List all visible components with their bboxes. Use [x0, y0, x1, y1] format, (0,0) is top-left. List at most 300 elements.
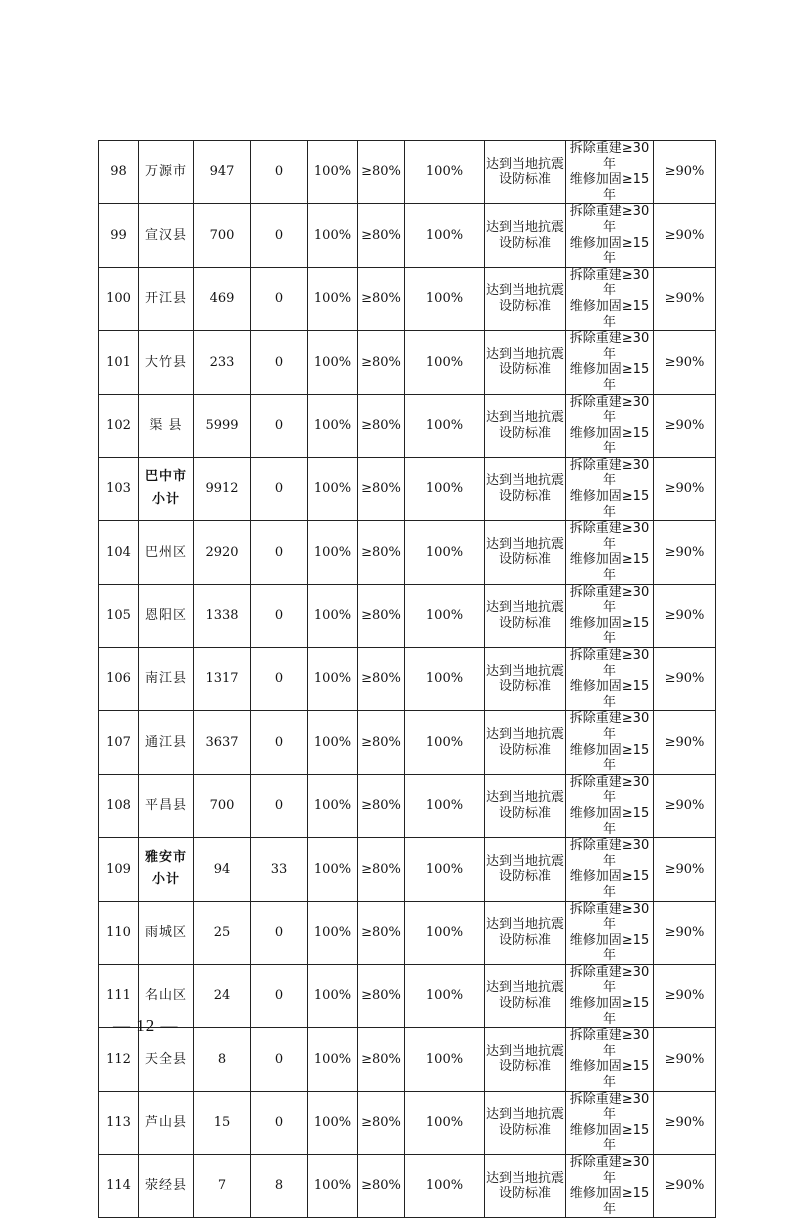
value-cell-text: 2920: [205, 544, 239, 560]
percent-cell: [308, 901, 358, 964]
value-cell: [251, 394, 308, 457]
region-name-cell: [139, 838, 194, 901]
percent-cell: [308, 584, 358, 647]
standard-cell-text: 设防标准: [498, 615, 551, 631]
rate-cell-text: ≥90%: [664, 227, 705, 243]
row-number-cell-text: 113: [106, 1115, 131, 1131]
requirement-cell: [566, 648, 654, 711]
requirement-cell-text: 维修加固≥15 年: [569, 1059, 650, 1091]
requirement-cell-text: 维修加固≥15 年: [569, 298, 650, 330]
value-cell: [194, 964, 251, 1027]
standard-cell: [485, 331, 566, 394]
value-cell: [251, 774, 308, 837]
table-row: [99, 964, 716, 1027]
requirement-cell-text: 拆除重建≥30 年: [569, 204, 650, 235]
table-row: [99, 521, 716, 584]
percent-cell: [308, 394, 358, 457]
value-cell-text: 15: [213, 1115, 231, 1131]
row-number-cell: [99, 648, 139, 711]
rate-cell: [654, 774, 716, 837]
rate-cell-text: ≥90%: [664, 1051, 705, 1067]
row-number-cell: [99, 838, 139, 901]
rate-cell: [654, 394, 716, 457]
value-cell: [251, 204, 308, 267]
region-name-cell-text: 巴州区: [144, 544, 187, 560]
row-number-cell-text: 109: [106, 861, 131, 877]
standard-cell-text: 设防标准: [498, 869, 551, 885]
rate-cell: [654, 584, 716, 647]
standard-cell-text: 达到当地抗震: [485, 1107, 564, 1123]
standard-cell: [485, 901, 566, 964]
percent-cell-text: 100%: [313, 164, 352, 180]
rate-cell: [654, 901, 716, 964]
row-number-cell-text: 102: [106, 417, 131, 433]
row-number-cell-text: 98: [110, 164, 127, 180]
percent-cell: [308, 711, 358, 774]
region-name-cell-text: 芦山县: [144, 1115, 187, 1131]
requirement-cell: [566, 394, 654, 457]
percent-cell-text: 100%: [313, 291, 352, 307]
region-name-cell-text: 万源市: [144, 164, 187, 180]
percent-cell: [405, 838, 485, 901]
requirement-cell-text: 拆除重建≥30 年: [569, 457, 650, 489]
row-number-cell: [99, 331, 139, 394]
percent-cell-text: ≥80%: [361, 1115, 401, 1131]
percent-cell: [405, 394, 485, 457]
region-name-cell: [139, 901, 194, 964]
row-number-cell: [99, 901, 139, 964]
percent-cell-text: ≥80%: [361, 227, 401, 243]
requirement-cell-text: 拆除重建≥30 年: [569, 1028, 650, 1059]
value-cell-text: 3637: [205, 734, 239, 750]
standard-cell-text: 达到当地抗震: [485, 726, 564, 742]
value-cell-text: 0: [274, 481, 284, 497]
value-cell-text: 0: [274, 544, 284, 560]
region-name-cell: [139, 711, 194, 774]
requirement-cell-text: 维修加固≥15 年: [569, 489, 650, 520]
region-name-cell-text: 大竹县: [144, 354, 187, 370]
percent-cell: [308, 964, 358, 1027]
table-row: [99, 457, 716, 520]
row-number-cell-text: 103: [106, 481, 131, 497]
requirement-cell-text: 维修加固≥15 年: [569, 932, 650, 964]
value-cell-text: 8: [274, 1178, 284, 1194]
region-name-cell-text: 平昌县: [144, 798, 187, 814]
percent-cell: [358, 204, 405, 267]
standard-cell: [485, 648, 566, 711]
percent-cell: [308, 774, 358, 837]
value-cell-text: 700: [209, 798, 235, 814]
value-cell: [194, 584, 251, 647]
rate-cell: [654, 648, 716, 711]
standard-cell-text: 设防标准: [498, 932, 551, 948]
row-number-cell-text: 111: [106, 988, 131, 1004]
requirement-cell: [566, 1155, 654, 1218]
row-number-cell-text: 101: [106, 354, 131, 370]
row-number-cell-text: 114: [106, 1178, 131, 1194]
value-cell-text: 25: [213, 924, 231, 940]
row-number-cell-text: 107: [106, 734, 131, 750]
standard-cell-text: 设防标准: [498, 996, 551, 1012]
value-cell: [194, 1155, 251, 1218]
percent-cell: [358, 901, 405, 964]
table-body: [99, 141, 716, 1218]
percent-cell: [358, 1028, 405, 1091]
standard-cell-text: 达到当地抗震: [485, 156, 564, 172]
requirement-cell-text: 拆除重建≥30 年: [569, 711, 650, 742]
table-row: [99, 1028, 716, 1091]
value-cell-text: 0: [274, 1115, 284, 1131]
table-row: [99, 648, 716, 711]
standard-cell-text: 设防标准: [498, 1122, 551, 1138]
value-cell: [251, 331, 308, 394]
rate-cell: [654, 1155, 716, 1218]
percent-cell-text: 100%: [425, 798, 464, 814]
region-name-cell-text: 巴中市: [144, 469, 187, 485]
percent-cell-text: 100%: [313, 481, 352, 497]
percent-cell-text: ≥80%: [361, 481, 401, 497]
rate-cell: [654, 331, 716, 394]
value-cell-text: 33: [270, 861, 288, 877]
percent-cell-text: ≥80%: [361, 988, 401, 1004]
percent-cell: [358, 838, 405, 901]
row-number-cell: [99, 711, 139, 774]
table-row: [99, 774, 716, 837]
value-cell: [251, 964, 308, 1027]
standard-cell: [485, 964, 566, 1027]
percent-cell: [405, 1155, 485, 1218]
standard-cell-text: 设防标准: [498, 1186, 551, 1202]
table-row: [99, 901, 716, 964]
percent-cell-text: ≥80%: [361, 291, 401, 307]
percent-cell-text: 100%: [313, 608, 352, 624]
requirement-cell-text: 拆除重建≥30 年: [569, 331, 650, 362]
percent-cell: [358, 394, 405, 457]
row-number-cell: [99, 394, 139, 457]
standard-cell: [485, 838, 566, 901]
percent-cell-text: 100%: [313, 1115, 352, 1131]
requirement-cell-text: 维修加固≥15 年: [569, 615, 650, 647]
requirement-cell-text: 拆除重建≥30 年: [569, 1155, 650, 1186]
standard-cell-text: 设防标准: [498, 172, 551, 188]
requirement-cell-text: 维修加固≥15 年: [569, 679, 650, 710]
value-cell-text: 0: [274, 671, 284, 687]
value-cell: [251, 521, 308, 584]
requirement-cell: [566, 711, 654, 774]
row-number-cell-text: 104: [106, 544, 131, 560]
table-row: [99, 711, 716, 774]
percent-cell-text: 100%: [425, 544, 464, 560]
value-cell-text: 0: [274, 227, 284, 243]
standard-cell-text: 设防标准: [498, 805, 551, 821]
percent-cell: [308, 331, 358, 394]
standard-cell-text: 设防标准: [498, 362, 551, 378]
percent-cell-text: ≥80%: [361, 1178, 401, 1194]
value-cell: [194, 838, 251, 901]
region-name-cell-text: 天全县: [144, 1051, 187, 1067]
requirement-cell: [566, 141, 654, 204]
row-number-cell: [99, 521, 139, 584]
percent-cell: [405, 267, 485, 330]
standard-cell: [485, 457, 566, 520]
percent-cell-text: 100%: [425, 164, 464, 180]
percent-cell-text: 100%: [313, 988, 352, 1004]
row-number-cell-text: 105: [106, 608, 131, 624]
row-number-cell-text: 112: [106, 1051, 131, 1067]
percent-cell: [358, 141, 405, 204]
rate-cell: [654, 838, 716, 901]
row-number-cell-text: 108: [106, 798, 131, 814]
rate-cell: [654, 1028, 716, 1091]
percent-cell: [308, 204, 358, 267]
standard-cell-text: 设防标准: [498, 489, 551, 505]
percent-cell-text: ≥80%: [361, 671, 401, 687]
standard-cell: [485, 584, 566, 647]
value-cell: [194, 1028, 251, 1091]
value-cell: [251, 1028, 308, 1091]
percent-cell: [358, 267, 405, 330]
value-cell-text: 0: [274, 354, 284, 370]
table-row: [99, 1155, 716, 1218]
table-row: [99, 141, 716, 204]
value-cell: [194, 711, 251, 774]
rate-cell-text: ≥90%: [664, 608, 705, 624]
rate-cell-text: ≥90%: [664, 354, 705, 370]
value-cell-text: 9912: [205, 481, 239, 497]
percent-cell-text: 100%: [313, 417, 352, 433]
region-name-cell: [139, 521, 194, 584]
value-cell: [194, 521, 251, 584]
percent-cell-text: 100%: [313, 861, 352, 877]
value-cell: [251, 584, 308, 647]
value-cell: [194, 648, 251, 711]
standard-cell: [485, 141, 566, 204]
requirement-cell-text: 维修加固≥15 年: [569, 552, 650, 584]
requirement-cell-text: 维修加固≥15 年: [569, 172, 650, 203]
requirement-cell-text: 拆除重建≥30 年: [569, 584, 650, 616]
region-name-cell: [139, 648, 194, 711]
data-table: [98, 140, 716, 1218]
percent-cell-text: 100%: [425, 734, 464, 750]
rate-cell-text: ≥90%: [664, 544, 705, 560]
requirement-cell: [566, 774, 654, 837]
rate-cell-text: ≥90%: [664, 481, 705, 497]
requirement-cell-text: 维修加固≥15 年: [569, 425, 650, 457]
rate-cell: [654, 711, 716, 774]
standard-cell-text: 达到当地抗震: [485, 1170, 564, 1186]
percent-cell: [308, 838, 358, 901]
value-cell: [194, 204, 251, 267]
percent-cell: [308, 267, 358, 330]
percent-cell-text: 100%: [313, 798, 352, 814]
row-number-cell-text: 106: [106, 671, 131, 687]
standard-cell-text: 设防标准: [498, 425, 551, 441]
value-cell-text: 0: [274, 988, 284, 1004]
value-cell: [251, 901, 308, 964]
standard-cell-text: 达到当地抗震: [485, 536, 564, 552]
requirement-cell-text: 维修加固≥15 年: [569, 805, 650, 837]
value-cell: [251, 457, 308, 520]
requirement-cell-text: 维修加固≥15 年: [569, 1186, 650, 1217]
percent-cell: [405, 457, 485, 520]
value-cell-text: 1338: [205, 608, 239, 624]
value-cell-text: 0: [274, 734, 284, 750]
region-name-cell-text: 通江县: [144, 734, 187, 750]
standard-cell: [485, 1155, 566, 1218]
percent-cell: [358, 1155, 405, 1218]
value-cell-text: 0: [274, 798, 284, 814]
region-name-cell-text: 小计: [151, 872, 180, 888]
percent-cell-text: 100%: [313, 227, 352, 243]
requirement-cell-text: 维修加固≥15 年: [569, 1122, 650, 1154]
percent-cell: [405, 1028, 485, 1091]
percent-cell-text: 100%: [425, 417, 464, 433]
percent-cell-text: ≥80%: [361, 734, 401, 750]
requirement-cell-text: 拆除重建≥30 年: [569, 521, 650, 552]
requirement-cell-text: 维修加固≥15 年: [569, 235, 650, 267]
percent-cell-text: 100%: [313, 1051, 352, 1067]
rate-cell: [654, 204, 716, 267]
standard-cell-text: 设防标准: [498, 298, 551, 314]
standard-cell-text: 达到当地抗震: [485, 600, 564, 616]
requirement-cell-text: 维修加固≥15 年: [569, 996, 650, 1027]
percent-cell: [308, 648, 358, 711]
standard-cell: [485, 774, 566, 837]
percent-cell-text: ≥80%: [361, 798, 401, 814]
requirement-cell: [566, 331, 654, 394]
standard-cell: [485, 394, 566, 457]
value-cell-text: 5999: [205, 417, 239, 433]
region-name-cell: [139, 774, 194, 837]
percent-cell-text: 100%: [425, 1051, 464, 1067]
value-cell-text: 8: [217, 1051, 227, 1067]
region-name-cell-text: 名山区: [144, 988, 187, 1004]
rate-cell: [654, 457, 716, 520]
value-cell-text: 0: [274, 291, 284, 307]
percent-cell: [308, 1028, 358, 1091]
value-cell-text: 947: [209, 164, 235, 180]
region-name-cell-text: 恩阳区: [144, 608, 187, 624]
value-cell-text: 233: [209, 354, 235, 370]
rate-cell: [654, 141, 716, 204]
requirement-cell: [566, 901, 654, 964]
value-cell: [251, 1155, 308, 1218]
standard-cell-text: 达到当地抗震: [485, 1043, 564, 1059]
region-name-cell: [139, 331, 194, 394]
requirement-cell-text: 拆除重建≥30 年: [569, 774, 650, 806]
percent-cell-text: ≥80%: [361, 608, 401, 624]
rate-cell: [654, 964, 716, 1027]
rate-cell-text: ≥90%: [664, 164, 705, 180]
standard-cell-text: 达到当地抗震: [485, 980, 564, 996]
rate-cell-text: ≥90%: [664, 924, 705, 940]
row-number-cell: [99, 774, 139, 837]
percent-cell-text: ≥80%: [361, 1051, 401, 1067]
percent-cell-text: 100%: [425, 1178, 464, 1194]
percent-cell: [308, 141, 358, 204]
rate-cell-text: ≥90%: [664, 798, 705, 814]
region-name-cell: [139, 584, 194, 647]
percent-cell-text: 100%: [425, 608, 464, 624]
standard-cell: [485, 204, 566, 267]
rate-cell-text: ≥90%: [664, 291, 705, 307]
percent-cell: [358, 584, 405, 647]
region-name-cell-text: 渠 县: [149, 417, 183, 433]
row-number-cell: [99, 1155, 139, 1218]
requirement-cell: [566, 964, 654, 1027]
standard-cell-text: 达到当地抗震: [485, 663, 564, 679]
value-cell-text: 0: [274, 608, 284, 624]
percent-cell-text: 100%: [313, 544, 352, 560]
requirement-cell-text: 拆除重建≥30 年: [569, 141, 650, 172]
value-cell: [194, 774, 251, 837]
percent-cell-text: 100%: [313, 1178, 352, 1194]
percent-cell-text: ≥80%: [361, 861, 401, 877]
region-name-cell-text: 小计: [151, 492, 180, 508]
standard-cell-text: 设防标准: [498, 235, 551, 251]
table-row: [99, 331, 716, 394]
percent-cell: [405, 964, 485, 1027]
requirement-cell-text: 拆除重建≥30 年: [569, 394, 650, 426]
percent-cell-text: 100%: [425, 354, 464, 370]
percent-cell: [405, 521, 485, 584]
percent-cell-text: 100%: [313, 734, 352, 750]
standard-cell-text: 达到当地抗震: [485, 790, 564, 806]
row-number-cell: [99, 584, 139, 647]
percent-cell-text: 100%: [425, 671, 464, 687]
rate-cell: [654, 267, 716, 330]
value-cell-text: 0: [274, 1051, 284, 1067]
percent-cell: [405, 584, 485, 647]
page-number: — 12 —: [113, 1016, 179, 1035]
percent-cell: [358, 521, 405, 584]
rate-cell-text: ≥90%: [664, 1178, 705, 1194]
standard-cell-text: 设防标准: [498, 679, 551, 695]
row-number-cell-text: 110: [106, 924, 131, 940]
region-name-cell-text: 宣汉县: [144, 227, 187, 243]
region-name-cell-text: 雨城区: [144, 924, 187, 940]
requirement-cell-text: 维修加固≥15 年: [569, 362, 650, 393]
rate-cell-text: ≥90%: [664, 734, 705, 750]
percent-cell-text: ≥80%: [361, 164, 401, 180]
percent-cell: [405, 711, 485, 774]
requirement-cell: [566, 838, 654, 901]
value-cell-text: 0: [274, 164, 284, 180]
value-cell-text: 24: [213, 988, 231, 1004]
percent-cell-text: 100%: [425, 988, 464, 1004]
row-number-cell: [99, 1028, 139, 1091]
requirement-cell: [566, 267, 654, 330]
value-cell-text: 700: [209, 227, 235, 243]
percent-cell: [308, 1155, 358, 1218]
value-cell: [251, 838, 308, 901]
value-cell: [194, 141, 251, 204]
requirement-cell-text: 拆除重建≥30 年: [569, 838, 650, 869]
percent-cell: [358, 774, 405, 837]
percent-cell-text: 100%: [425, 861, 464, 877]
value-cell-text: 94: [213, 861, 231, 877]
percent-cell-text: 100%: [425, 481, 464, 497]
percent-cell-text: ≥80%: [361, 924, 401, 940]
percent-cell: [405, 901, 485, 964]
value-cell-text: 0: [274, 417, 284, 433]
percent-cell-text: 100%: [425, 291, 464, 307]
requirement-cell-text: 拆除重建≥30 年: [569, 1091, 650, 1123]
percent-cell: [405, 648, 485, 711]
value-cell: [251, 648, 308, 711]
row-number-cell-text: 100: [106, 291, 131, 307]
row-number-cell: [99, 267, 139, 330]
